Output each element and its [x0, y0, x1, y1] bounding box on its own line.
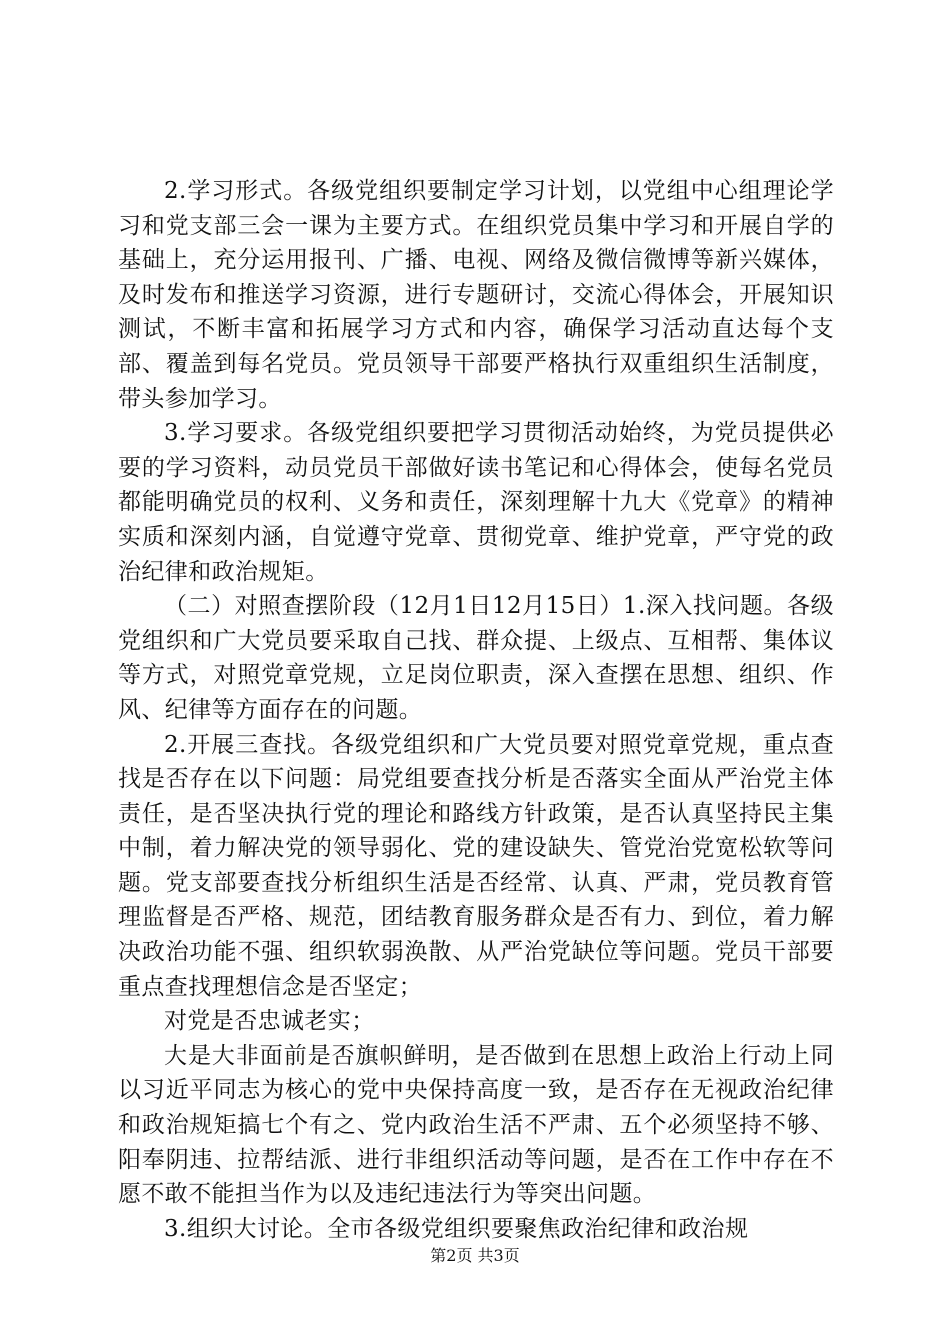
page-number-footer: 第2页 共3页 — [430, 1246, 520, 1265]
document-body — [118, 174, 834, 1246]
paragraph-review-stage: （二）对照查摆阶段（12月1日12月15日）1.深入找问题。各级党组织和广大党员要采取自己找、群众提、上级点、互相帮、集体议等方式，对照党章党规，立足岗位职责，深入查摆在思想、组织、作风、纪律等方面存在的问题。 — [118, 593, 834, 723]
paragraph-discussion: 3.组织大讨论。全市各级党组织要聚焦政治纪律和政治规 — [164, 1215, 749, 1242]
paragraph-study-form: 2.学习形式。各级党组织要制定学习计划，以党组中心组理论学习和党支部三会一课为主要方式。在组织党员集中学习和开展自学的基础上，充分运用报刊、广播、电视、网络及微信微博等新兴媒体，及时发布和推送学习资源，进行专题研讨，交流心得体会，开展知识测试，不断丰富和拓展学习方式和内容，确保学习活动直达每个支部、覆盖到每名党员。党员领导干部要严格执行双重组织生活制度，带头参加学习。 — [118, 178, 834, 412]
paragraph-three-checks: 2.开展三查找。各级党组织和广大党员要对照党章党规，重点查找是否存在以下问题：局党组要查找分析是否落实全面从严治党主体责任，是否坚决执行党的理论和路线方针政策，是否认真坚持民主集中制，着力解决党的领导弱化、党的建设缺失、管党治党宽松软等问题。党支部要查找分析组织生活是否经常、认真、严肃，党员教育管理监督是否严格、规范，团结教育服务群众是否有力、到位，着力解决政治功能不强、组织软弱涣散、从严治党缺位等问题。党员干部要重点查找理想信念是否坚定； — [118, 731, 834, 1000]
paragraph-loyalty: 对党是否忠诚老实； — [164, 1008, 375, 1035]
paragraph-study-requirements: 3.学习要求。各级党组织要把学习贯彻活动始终，为党员提供必要的学习资料，动员党员干部做好读书笔记和心得体会，使每名党员都能明确党员的权利、义务和责任，深刻理解十九大《党章》的精神实质和深刻内涵，自觉遵守党章、贯彻党章、维护党章，严守党的政治纪律和政治规矩。 — [118, 420, 834, 585]
paragraph-major-issues: 大是大非面前是否旗帜鲜明，是否做到在思想上政治上行动上同以习近平同志为核心的党中央保持高度一致，是否存在无视政治纪律和政治规矩搞七个有之、党内政治生活不严肃、五个必须坚持不够、阳奉阴违、拉帮结派、进行非组织活动等问题，是否在工作中存在不愿不敢不能担当作为以及违纪违法行为等突出问题。 — [118, 1042, 834, 1208]
